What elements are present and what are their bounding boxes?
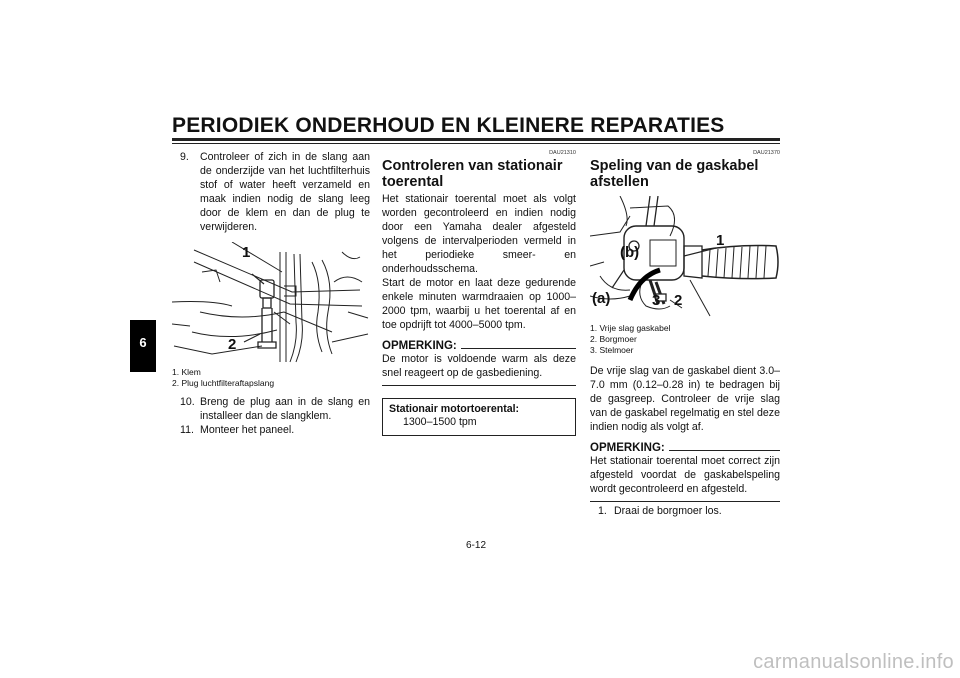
caption-item: 3. Stelmoer (590, 345, 634, 355)
note-label: OPMERKING: (382, 340, 457, 352)
caption-item: 1. Vrije slag gaskabel (590, 323, 671, 333)
step-number: 11. (180, 424, 194, 436)
watermark-link[interactable]: carmanualsonline.info (753, 651, 954, 673)
note-end-rule (590, 501, 780, 502)
throttle-figure (590, 196, 780, 320)
note-heading (382, 340, 576, 352)
figure-label-a: (a) (592, 290, 611, 307)
figure-label-2: 2 (674, 292, 683, 309)
column-1 (172, 150, 370, 437)
step-1 (590, 504, 780, 518)
idle-intro-paragraph: Het stationair toerental moet als volgt worden gecontroleerd en indien nodig door een Yamaha dealer afgesteld volgens de intervalperioden vermeld in het periodieke smeer- en onderhoudsschema. (382, 193, 576, 275)
header-rule-thin (172, 143, 780, 144)
section-code: DAU21310 (549, 150, 576, 156)
figure-captions (172, 367, 370, 389)
step-number: 10. (180, 396, 195, 408)
section-title-throttle-cable: Speling van de gaskabel afstellen (590, 158, 759, 190)
note-label: OPMERKING: (590, 442, 665, 454)
spec-label: Stationair motortoerental: (389, 403, 520, 415)
column-3 (590, 150, 780, 518)
step-text: Monteer het paneel. (200, 424, 295, 436)
section-code: DAU21370 (753, 150, 780, 156)
figure-label-b: (b) (620, 244, 640, 261)
figure-label-2: 2 (228, 336, 237, 353)
spec-box (382, 398, 576, 436)
note-heading (590, 442, 780, 454)
page-header-title: PERIODIEK ONDERHOUD EN KLEINERE REPARATIES (172, 114, 725, 137)
spec-value: 1300–1500 tpm (403, 416, 477, 428)
figure-captions (590, 323, 780, 356)
step-number: 1. (598, 505, 607, 517)
step-11 (172, 423, 370, 437)
step-10 (172, 395, 370, 423)
figure-label-3: 3 (652, 292, 661, 309)
column-2 (382, 150, 576, 436)
figure-label-1: 1 (716, 232, 725, 249)
step-9 (172, 150, 370, 234)
step-text: Draai de borgmoer los. (614, 505, 722, 517)
note-text: Het stationair toerental moet correct zijn afgesteld voordat de gaskabelspeling wordt gecontroleerd en afgesteld. (590, 455, 780, 495)
chapter-tab[interactable]: 6 (130, 320, 156, 372)
section-title-idle-speed: Controleren van stationair toerental (382, 158, 563, 190)
note-text: De motor is voldoende warm als deze snel reageert op de gasbediening. (382, 353, 576, 379)
caption-item: 1. Klem (172, 367, 201, 377)
idle-warmup-paragraph: Start de motor en laat deze gedurende enkele minuten warmdraaien op 1000–2000 tpm, waarbij u het toerental af en toe opdrijft tot 4000–5000 tpm. (382, 277, 576, 331)
caption-item: 2. Plug luchtfilteraftapslang (172, 378, 275, 388)
step-number: 9. (180, 151, 189, 163)
airfilter-drain-figure (172, 242, 370, 364)
caption-item: 2. Borgmoer (590, 334, 637, 344)
free-play-paragraph: De vrije slag van de gaskabel dient 3.0–7.0 mm (0.12–0.28 in) te bedragen bij de gasgreep. Controleer de vrije slag van de gaskabel regelmatig en stel deze indien nodig als volgt af. (590, 365, 780, 433)
figure-label-1: 1 (242, 244, 251, 261)
step-text: Controleer of zich in de slang aan de onderzijde van het luchtfilterhuis stof of water heeft verzameld en maak indien nodig de slang leeg door de klem en dan de plug te verwijderen. (200, 151, 370, 233)
step-text: Breng de plug aan in de slang en installeer dan de slangklem. (200, 396, 370, 422)
note-end-rule (382, 385, 576, 386)
header-rule (172, 138, 780, 141)
page-number: 6-12 (466, 540, 487, 551)
airfilter-drain-illustration (172, 242, 370, 364)
throttle-grip-illustration (590, 196, 780, 320)
